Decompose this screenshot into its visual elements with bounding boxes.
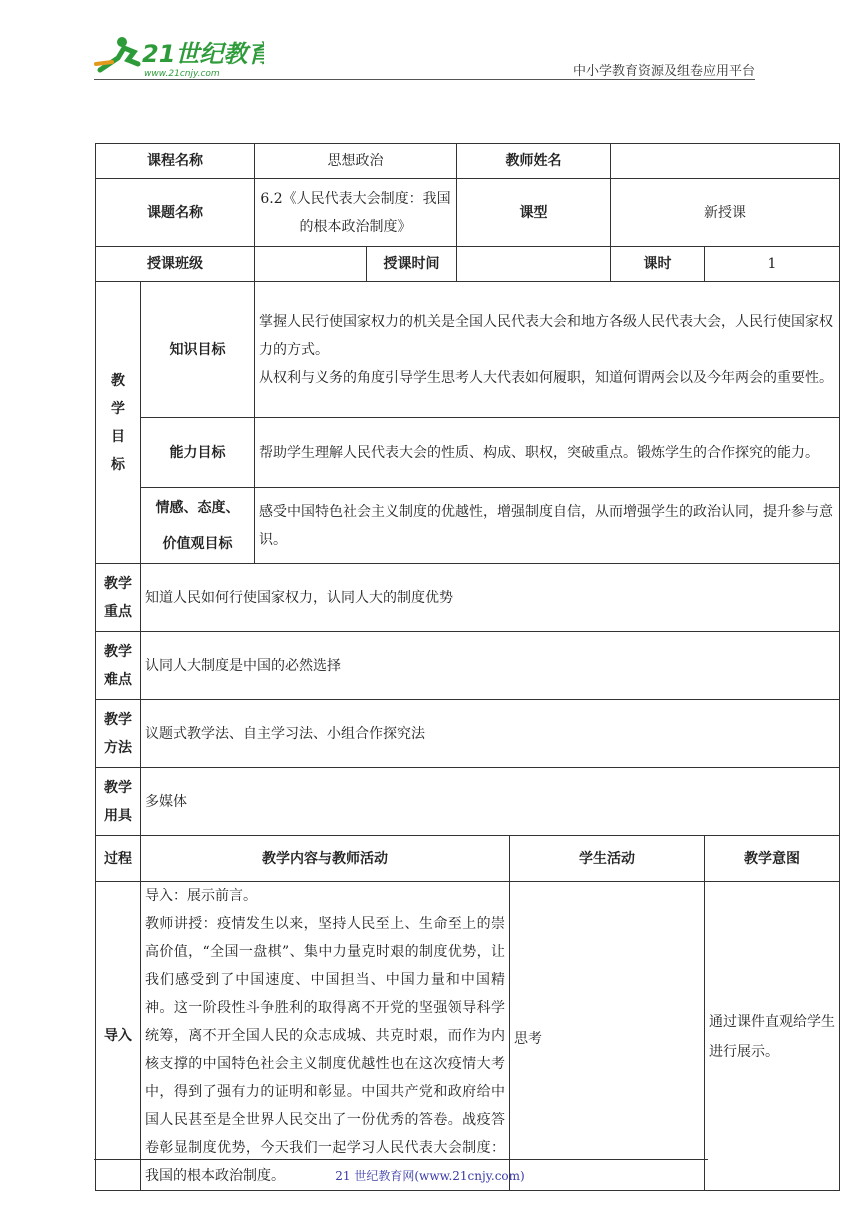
objectives-label-text: 教学目标 <box>111 372 125 473</box>
emotion-content: 感受中国特色社会主义制度的优越性，增强制度自信，从而增强学生的政治认同，提升参与意识。 <box>255 488 840 564</box>
topic-label: 课题名称 <box>96 179 255 247</box>
intro-student: 思考 <box>510 882 705 1191</box>
content-header: 教学内容与教师活动 <box>141 836 510 882</box>
emotion-label <box>141 488 255 564</box>
table-row <box>96 144 840 179</box>
method-label-line1: 教学 <box>104 711 132 728</box>
difficulty-label-line1: 教学 <box>104 643 132 660</box>
time-value <box>457 247 611 282</box>
objectives-label <box>96 282 141 564</box>
class-label: 授课班级 <box>96 247 255 282</box>
table-row <box>96 632 840 700</box>
knowledge-label: 知识目标 <box>141 282 255 418</box>
intro-label: 导入 <box>96 882 141 1191</box>
table-row <box>96 836 840 882</box>
course-name-label: 课程名称 <box>96 144 255 179</box>
intro-content <box>141 882 510 1191</box>
student-header: 学生活动 <box>510 836 705 882</box>
table-row <box>96 564 840 632</box>
difficulty-label-line2: 难点 <box>104 671 132 688</box>
table-row <box>96 282 840 418</box>
method-label-line2: 方法 <box>104 739 132 756</box>
process-header: 过程 <box>96 836 141 882</box>
method-label <box>96 700 141 768</box>
table-row <box>96 700 840 768</box>
table-row <box>96 488 840 564</box>
type-label: 课型 <box>457 179 611 247</box>
svg-text:www.21cnjy.com: www.21cnjy.com <box>144 69 220 79</box>
intro-body: 教师讲授：疫情发生以来，坚持人民至上、生命至上的崇高价值，“全国一盘棋”、集中力量克时艰的制度优势，让我们感受到了中国速度、中国担当、中国力量和中国精神。这一阶段性斗争胜利的取得离不开党的坚强领导科学统筹，离不开全国人民的众志成城、共克时艰，而作为内核支撑的中国特色社会主义制度优越性也在这次疫情大考中，得到了强有力的证明和彰显。中国共产党和政府给中国人民甚至是全世界人民交出了一份优秀的答卷。战疫答卷彰显制度优势，今天我们一起学习人民代表大会制度：我国的根本政治制度。 <box>145 916 505 1184</box>
table-row <box>96 882 840 1191</box>
ability-content: 帮助学生理解人民代表大会的性质、构成、职权，突破重点。锻炼学生的合作探究的能力。 <box>255 418 840 488</box>
table-row <box>96 179 840 247</box>
difficulty-label <box>96 632 141 700</box>
key-label-line1: 教学 <box>104 575 132 592</box>
site-logo <box>94 34 264 80</box>
table-row <box>96 768 840 836</box>
ability-label: 能力目标 <box>141 418 255 488</box>
intro-line1: 导入：展示前言。 <box>145 888 257 904</box>
key-label <box>96 564 141 632</box>
intent-header: 教学意图 <box>705 836 840 882</box>
topic-value: 6.2《人民代表大会制度：我国的根本政治制度》 <box>255 179 457 247</box>
teacher-value <box>611 144 840 179</box>
hours-value: 1 <box>705 247 840 282</box>
method-content: 议题式教学法、自主学习法、小组合作探究法 <box>141 700 840 768</box>
difficulty-content: 认同人大制度是中国的必然选择 <box>141 632 840 700</box>
table-row <box>96 418 840 488</box>
type-value: 新授课 <box>611 179 840 247</box>
tools-label-line1: 教学 <box>104 779 132 796</box>
emotion-label-line2: 价值观目标 <box>162 535 233 552</box>
knowledge-content <box>255 282 840 418</box>
lesson-plan-table <box>95 143 840 1191</box>
emotion-label-line1: 情感、态度、 <box>155 499 240 516</box>
platform-title: 中小学教育资源及组卷应用平台 <box>572 64 755 79</box>
footer-divider <box>94 1159 708 1160</box>
tools-label-line2: 用具 <box>104 807 132 824</box>
time-label: 授课时间 <box>367 247 457 282</box>
runner-logo-icon <box>94 34 264 80</box>
knowledge-paragraph-1: 掌握人民行使国家权力的机关是全国人民代表大会和地方各级人民代表大会，人民行使国家权力的方式。 <box>259 313 833 358</box>
class-value <box>255 247 367 282</box>
intro-intent: 通过课件直观给学生进行展示。 <box>705 882 840 1191</box>
key-label-line2: 重点 <box>104 603 132 620</box>
tools-label <box>96 768 141 836</box>
header-divider <box>94 79 755 80</box>
teacher-label: 教师姓名 <box>457 144 611 179</box>
key-content: 知道人民如何行使国家权力，认同人大的制度优势 <box>141 564 840 632</box>
table-row <box>96 247 840 282</box>
hours-label: 课时 <box>611 247 705 282</box>
course-name-value: 思想政治 <box>255 144 457 179</box>
tools-content: 多媒体 <box>141 768 840 836</box>
knowledge-paragraph-2: 从权利与义务的角度引导学生思考人大代表如何履职，知道何谓两会以及今年两会的重要性。 <box>259 369 833 386</box>
footer-link[interactable]: 21 世纪教育网(www.21cnjy.com) <box>335 1169 525 1183</box>
svg-text:21世纪教育: 21世纪教育 <box>142 40 264 68</box>
